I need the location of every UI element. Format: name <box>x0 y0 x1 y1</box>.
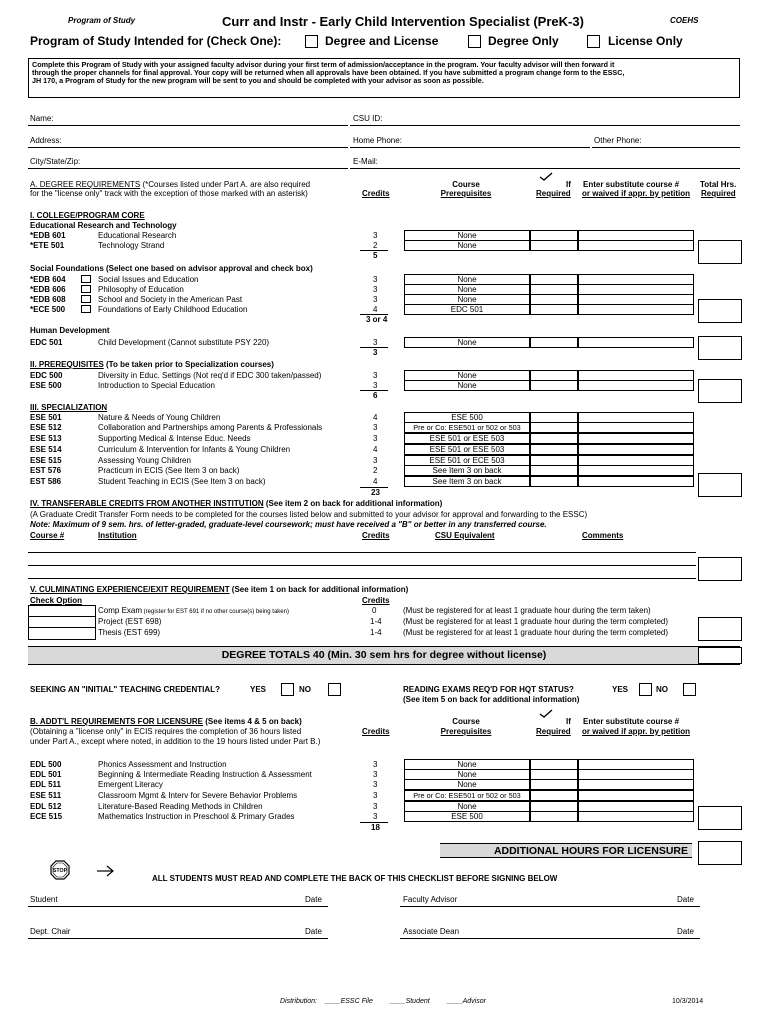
subtotal: 3 <box>373 348 378 357</box>
reading-yes-label: YES <box>612 685 629 694</box>
program-of-study-label: Program of Study <box>68 16 136 25</box>
course-credits: 3 <box>373 802 378 811</box>
section-2-heading: II. PREREQUISITES (To be taken prior to Specialization courses) <box>30 360 274 369</box>
course-credits: 3 <box>373 275 378 284</box>
course-code: EST 586 <box>30 477 62 486</box>
distribution-student: ____Student <box>390 998 430 1005</box>
col-institution: Institution <box>98 531 137 540</box>
section-4-heading: IV. TRANSFERABLE CREDITS FROM ANOTHER INSTITUTION (See item 2 on back for additional information) <box>30 499 443 508</box>
faculty-signature-label: Faculty Advisor <box>403 895 458 904</box>
page-title: Curr and Instr - Early Child Intervention Specialist (PreK-3) <box>222 14 584 29</box>
social-checkbox[interactable] <box>81 295 91 303</box>
substitute-cell[interactable] <box>578 779 694 790</box>
faculty-date-label: Date <box>677 895 694 904</box>
subtotal: 18 <box>371 823 380 832</box>
reading-exams-note: (See item 5 on back for additional information) <box>403 695 580 704</box>
course-title: Literature-Based Reading Methods in Children <box>98 802 263 811</box>
home-phone-label: Home Phone: <box>353 136 402 145</box>
reading-no-checkbox[interactable] <box>683 683 696 696</box>
col-total-2: Required <box>701 189 736 198</box>
degree-totals-bar <box>28 646 740 665</box>
all-students-notice: ALL STUDENTS MUST READ AND COMPLETE THE BACK OF THIS CHECKLIST BEFORE SIGNING BELOW <box>152 874 558 883</box>
course-code: *ETE 501 <box>30 241 65 250</box>
footer-date: 10/3/2014 <box>672 998 704 1005</box>
course-code: EDL 511 <box>30 780 61 789</box>
course-title: Educational Research <box>98 231 177 240</box>
course-title: Introduction to Special Education <box>98 381 215 390</box>
transfer-row-input[interactable] <box>28 565 696 566</box>
subtotal: 23 <box>371 488 380 497</box>
student-signature-line[interactable] <box>28 906 328 907</box>
course-credits: 3 <box>373 338 378 347</box>
seeking-no-checkbox[interactable] <box>328 683 341 696</box>
stop-sign-text: STOP <box>52 868 68 875</box>
substitute-cell[interactable] <box>578 433 694 444</box>
course-prereq: None <box>404 294 530 305</box>
course-code: ESE 512 <box>30 423 62 432</box>
social-checkbox[interactable] <box>81 305 91 313</box>
course-code: EDL 500 <box>30 760 62 769</box>
seeking-credential-label: SEEKING AN "INITIAL" TEACHING CREDENTIAL? <box>30 685 220 694</box>
substitute-cell[interactable] <box>578 240 694 251</box>
dean-signature-label: Associate Dean <box>403 927 460 936</box>
home-phone-input[interactable] <box>350 147 590 148</box>
part-b-line-1: (Obtaining a "license only" in ECIS requires the completion of 36 hours listed <box>30 727 302 736</box>
required-check-cell[interactable] <box>530 465 578 476</box>
city-label: City/State/Zip: <box>30 157 81 166</box>
csu-id-input[interactable] <box>350 125 740 126</box>
substitute-cell[interactable] <box>578 811 694 822</box>
social-checkbox[interactable] <box>81 275 91 283</box>
required-check-cell[interactable] <box>530 790 578 801</box>
course-code: ESE 513 <box>30 434 62 443</box>
course-credits: 3 <box>373 780 378 789</box>
email-input[interactable] <box>350 168 740 169</box>
license-only-label: License Only <box>608 34 683 48</box>
substitute-cell[interactable] <box>578 790 694 801</box>
course-prereq: None <box>404 274 530 285</box>
required-check-cell[interactable] <box>530 380 578 391</box>
college-label: COEHS <box>670 16 699 25</box>
course-title: Technology Strand <box>98 241 165 250</box>
degree-only-label: Degree Only <box>488 34 559 48</box>
degree-and-license-label: Degree and License <box>325 34 439 48</box>
email-label: E-Mail: <box>353 157 378 166</box>
address-label: Address: <box>30 136 62 145</box>
col-required: Required <box>536 727 571 736</box>
other-phone-input[interactable] <box>592 147 740 148</box>
dean-signature-line[interactable] <box>400 938 700 939</box>
col-total-1: Total Hrs. <box>700 180 737 189</box>
notice-line-1: Complete this Program of Study with your assigned faculty advisor during your first term of admission/acceptance in the program. Your faculty advisor will then forward it <box>32 60 615 69</box>
course-title: Beginning & Intermediate Reading Instruction & Assessment <box>98 770 312 779</box>
course-prereq: ESE 500 <box>404 412 530 423</box>
option-credits: 1-4 <box>370 628 382 637</box>
student-date-label: Date <box>305 895 322 904</box>
course-credits: 3 <box>373 231 378 240</box>
course-code: ESE 515 <box>30 456 62 465</box>
substitute-cell[interactable] <box>578 465 694 476</box>
col-prerequisites: Prerequisites <box>440 189 492 198</box>
col-csu-equivalent: CSU Equivalent <box>435 531 495 540</box>
course-code: *EDB 606 <box>30 285 66 294</box>
course-code: *ECE 500 <box>30 305 66 314</box>
checkmark-icon <box>538 709 554 719</box>
course-prereq: None <box>404 337 530 348</box>
course-code: EST 576 <box>30 466 62 475</box>
course-title: Mathematics Instruction in Preschool & Primary Grades <box>98 812 295 821</box>
subtotal: 6 <box>373 391 378 400</box>
option-note: (Must be registered for at least 1 graduate hour during the term completed) <box>403 628 669 637</box>
course-title: Supporting Medical & Intense Educ. Needs <box>98 434 251 443</box>
course-title: Phonics Assessment and Instruction <box>98 760 227 769</box>
course-credits: 3 <box>373 770 378 779</box>
course-code: EDL 512 <box>30 802 62 811</box>
col-if: If <box>566 717 571 726</box>
required-check-cell[interactable] <box>530 811 578 822</box>
total-hours-box[interactable] <box>698 379 742 403</box>
substitute-cell[interactable] <box>578 337 694 348</box>
name-label: Name: <box>30 114 54 123</box>
col-comments: Comments <box>582 531 624 540</box>
other-phone-label: Other Phone: <box>594 136 642 145</box>
course-title: Curriculum & Intervention for Infants & Young Children <box>98 445 291 454</box>
city-input[interactable] <box>28 168 348 169</box>
notice-line-2: through the proper channels for final approval. Your copy will be returned when all approvals have been obtained. If you have submitted a program change form to the ESSC, <box>32 68 625 77</box>
col-course: Course <box>452 180 480 189</box>
course-credits: 3 <box>373 295 378 304</box>
address-input[interactable] <box>28 147 348 148</box>
course-title: Social Issues and Education <box>98 275 199 284</box>
seeking-yes-checkbox[interactable] <box>281 683 294 696</box>
distribution-label: Distribution: <box>280 998 317 1005</box>
course-credits: 2 <box>373 466 378 475</box>
subtotal: 3 or 4 <box>366 315 388 324</box>
course-credits: 4 <box>373 477 378 486</box>
course-prereq: EDC 501 <box>404 304 530 315</box>
chair-signature-line[interactable] <box>28 938 328 939</box>
degree-and-license-checkbox[interactable] <box>305 35 318 48</box>
course-prereq: None <box>404 240 530 251</box>
arrow-right-icon <box>96 865 116 877</box>
option-credits: 0 <box>372 606 377 615</box>
col-substitute-2: or waived if appr. by petition <box>582 189 691 198</box>
degree-totals-text: DEGREE TOTALS 40 (Min. 30 sem hrs for degree without license) <box>221 649 547 661</box>
substitute-cell[interactable] <box>578 444 694 455</box>
course-title: Child Development (Cannot substitute PSY 220) <box>98 338 270 347</box>
option-label: Project (EST 698) <box>98 617 162 626</box>
section-1-sub: Educational Research and Technology <box>30 221 177 230</box>
additional-hours-text: ADDITIONAL HOURS FOR LICENSURE <box>493 845 688 857</box>
course-title: Practicum in ECIS (See Item 3 on back) <box>98 466 240 475</box>
required-check-cell[interactable] <box>530 304 578 315</box>
col-transfer-credits: Credits <box>362 531 390 540</box>
course-title: Emergent Literacy <box>98 780 163 789</box>
total-hours-box[interactable] <box>698 336 742 360</box>
course-title: Diversity in Educ. Settings (Not req'd if EDC 300 taken/passed) <box>98 371 322 380</box>
col-credits: Credits <box>362 189 390 198</box>
required-check-cell[interactable] <box>530 433 578 444</box>
course-prereq: Pre or Co: ESE501 or 502 or 503 <box>404 790 530 801</box>
course-prereq: None <box>404 779 530 790</box>
option-note: (Must be registered for at least 1 graduate hour during the term completed) <box>403 617 669 626</box>
col-prerequisites: Prerequisites <box>440 727 492 736</box>
course-credits: 4 <box>373 305 378 314</box>
social-checkbox[interactable] <box>81 285 91 293</box>
course-code: EDC 500 <box>30 371 63 380</box>
course-credits: 3 <box>373 285 378 294</box>
dean-date-label: Date <box>677 927 694 936</box>
degree-total-box[interactable] <box>698 647 742 664</box>
transfer-row-input[interactable] <box>28 578 696 579</box>
total-hours-box[interactable] <box>698 806 742 830</box>
course-credits: 3 <box>373 812 378 821</box>
social-heading: Social Foundations (Select one based on advisor approval and check box) <box>30 264 313 273</box>
csu-id-label: CSU ID: <box>353 114 383 123</box>
seeking-yes-label: YES <box>250 685 267 694</box>
section-5-heading: V. CULMINATING EXPERIENCE/EXIT REQUIREMENT (See item 1 on back for additional information) <box>30 585 409 594</box>
course-prereq: None <box>404 370 530 381</box>
course-code: ESE 514 <box>30 445 62 454</box>
section-1-heading: I. COLLEGE/PROGRAM CORE <box>30 211 145 220</box>
course-prereq: None <box>404 230 530 241</box>
course-title: Philosophy of Education <box>98 285 184 294</box>
course-prereq: ESE 501 or ESE 503 <box>404 444 530 455</box>
course-prereq: ESE 500 <box>404 811 530 822</box>
total-hours-box[interactable] <box>698 240 742 264</box>
col-credits: Credits <box>362 727 390 736</box>
course-title: Classroom Mgmt & Interv for Severe Behavior Problems <box>98 791 298 800</box>
total-hours-box[interactable] <box>698 617 742 641</box>
chair-signature-label: Dept. Chair <box>30 927 71 936</box>
course-code: EDC 501 <box>30 338 63 347</box>
name-input[interactable] <box>28 125 348 126</box>
course-code: ECE 515 <box>30 812 63 821</box>
subtotal: 5 <box>373 251 378 260</box>
required-check-cell[interactable] <box>530 337 578 348</box>
col-substitute-1: Enter substitute course # <box>583 717 680 726</box>
section-4-line-1: (A Graduate Credit Transfer Form needs to be completed for the courses listed below and submitted to your advisor for approval and forwarding to the ESSC) <box>30 510 588 519</box>
course-title: Assessing Young Children <box>98 456 191 465</box>
part-b-heading: B. ADDT'L REQUIREMENTS FOR LICENSURE (See items 4 & 5 on back) <box>30 717 302 726</box>
substitute-cell[interactable] <box>578 380 694 391</box>
course-prereq: Pre or Co: ESE501 or 502 or 503 <box>404 422 530 433</box>
check-option-label: Check Option <box>30 596 83 605</box>
course-credits: 3 <box>373 791 378 800</box>
col-substitute-1: Enter substitute course # <box>583 180 680 189</box>
course-code: ESE 511 <box>30 791 62 800</box>
course-credits: 2 <box>373 241 378 250</box>
chair-date-label: Date <box>305 927 322 936</box>
col-required: Required <box>536 189 571 198</box>
col-if: If <box>566 180 571 189</box>
course-prereq: None <box>404 380 530 391</box>
course-credits: 4 <box>373 413 378 422</box>
stop-sign-icon <box>50 860 70 880</box>
course-prereq: ESE 501 or ECE 503 <box>404 455 530 466</box>
checkmark-icon <box>538 172 554 182</box>
course-prereq: None <box>404 284 530 295</box>
additional-hours-box[interactable] <box>698 841 742 865</box>
course-credits: 3 <box>373 371 378 380</box>
course-code: ESE 500 <box>30 381 62 390</box>
course-code: EDL 501 <box>30 770 62 779</box>
reading-no-label: NO <box>656 685 668 694</box>
total-hours-box[interactable] <box>698 557 742 581</box>
course-title: Collaboration and Partnerships among Parents & Professionals <box>98 423 323 432</box>
option-note: (Must be registered for at least 1 graduate hour during the term taken) <box>403 606 651 615</box>
option-credits: 1-4 <box>370 617 382 626</box>
course-code: *EDB 601 <box>30 231 66 240</box>
part-b-line-2: under Part A., except where noted, in addition to the 19 hours listed under Part B.) <box>30 737 321 746</box>
student-signature-label: Student <box>30 895 58 904</box>
col-substitute-2: or waived if appr. by petition <box>582 727 691 736</box>
additional-hours-bar <box>440 843 692 858</box>
substitute-cell[interactable] <box>578 476 694 487</box>
section-4-line-2: Note: Maximum of 9 sem. hrs. of letter-graded, graduate-level coursework; must have received a "B" or better in any transferred course. <box>30 520 547 529</box>
substitute-cell[interactable] <box>578 422 694 433</box>
course-credits: 3 <box>373 456 378 465</box>
course-credits: 4 <box>373 445 378 454</box>
option-label: Thesis (EST 699) <box>98 628 161 637</box>
course-credits: 3 <box>373 381 378 390</box>
distribution-advisor: ____Advisor <box>447 998 486 1005</box>
course-prereq: None <box>404 769 530 780</box>
substitute-cell[interactable] <box>578 304 694 315</box>
intended-for-label: Program of Study Intended for (Check One): <box>30 34 282 48</box>
option-label: Comp Exam (register for EST 691 if no other course(s) being taken) <box>98 606 289 615</box>
required-check-cell[interactable] <box>530 422 578 433</box>
course-credits: 3 <box>373 423 378 432</box>
total-hours-box[interactable] <box>698 299 742 323</box>
course-prereq: None <box>404 801 530 812</box>
total-hours-box[interactable] <box>698 473 742 497</box>
course-prereq: ESE 501 or ESE 503 <box>404 433 530 444</box>
thesis-check[interactable] <box>28 627 96 640</box>
reading-yes-checkbox[interactable] <box>639 683 652 696</box>
notice-line-3: JH 170, a Program of Study for the new program will be sent to you and should be completed with your advisor as soon as possible. <box>32 76 484 85</box>
course-title: School and Society in the American Past <box>98 295 243 304</box>
license-only-checkbox[interactable] <box>587 35 600 48</box>
degree-only-checkbox[interactable] <box>468 35 481 48</box>
course-code: *EDB 608 <box>30 295 66 304</box>
required-check-cell[interactable] <box>530 444 578 455</box>
course-prereq: See Item 3 on back <box>404 476 530 487</box>
course-code: ESE 501 <box>30 413 62 422</box>
section-3-heading: III. SPECIALIZATION <box>30 403 108 412</box>
course-prereq: See Item 3 on back <box>404 465 530 476</box>
course-title: Foundations of Early Childhood Education <box>98 305 248 314</box>
distribution-essc: ____ESSC File <box>325 998 373 1005</box>
col-course: Course <box>452 717 480 726</box>
course-credits: 3 <box>373 760 378 769</box>
transfer-row-input[interactable] <box>28 552 696 553</box>
part-a-heading: A. DEGREE REQUIREMENTS (*Courses listed under Part A. are also required <box>30 180 311 189</box>
required-check-cell[interactable] <box>530 240 578 251</box>
course-code: *EDB 604 <box>30 275 66 284</box>
human-dev-heading: Human Development <box>30 326 110 335</box>
course-title: Nature & Needs of Young Children <box>98 413 221 422</box>
section-5-credits-label: Credits <box>362 596 390 605</box>
course-credits: 3 <box>373 434 378 443</box>
required-check-cell[interactable] <box>530 476 578 487</box>
faculty-signature-line[interactable] <box>400 906 700 907</box>
col-course-number: Course # <box>30 531 65 540</box>
part-a-note: for the "license only" track with the exception of those marked with an asterisk) <box>30 189 308 198</box>
reading-exams-label: READING EXAMS REQ'D FOR HQT STATUS? <box>403 685 574 694</box>
course-title: Student Teaching in ECIS (See Item 3 on back) <box>98 477 266 486</box>
required-check-cell[interactable] <box>530 779 578 790</box>
seeking-no-label: NO <box>299 685 311 694</box>
course-prereq: None <box>404 759 530 770</box>
